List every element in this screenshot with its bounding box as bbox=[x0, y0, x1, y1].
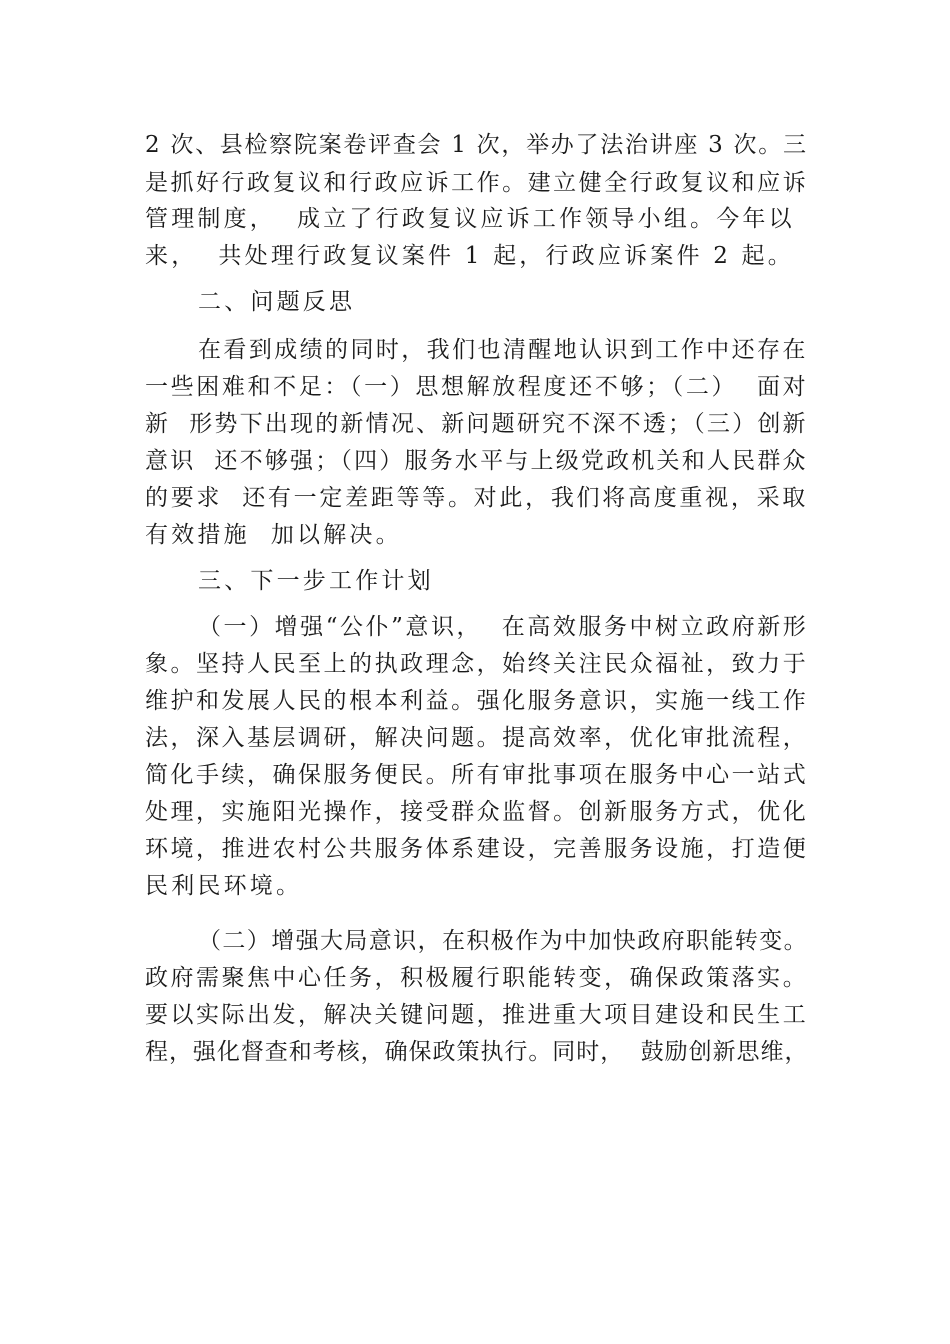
body-text-line: 法，深入基层调研，解决问题。提高效率，优化审批流程， bbox=[145, 725, 809, 751]
body-text-line: 象。坚持人民至上的执政理念，始终关注民众福祉，致力于 bbox=[145, 651, 809, 677]
body-text-line: 处理，实施阳光操作，接受群众监督。创新服务方式，优化 bbox=[145, 799, 809, 825]
body-text-line: 一些困难和不足：（一）思想解放程度还不够；（二） 面对 bbox=[145, 374, 809, 400]
body-text-line: 意识 还不够强；（四）服务水平与上级党政机关和人民群众 bbox=[145, 448, 808, 474]
body-text-line: 有效措施 加以解决。 bbox=[145, 522, 402, 548]
body-text-line: 的要求 还有一定差距等等。对此，我们将高度重视，采取 bbox=[145, 485, 809, 511]
body-text-line: （二）增强大局意识，在积极作为中加快政府职能转变。 bbox=[198, 928, 808, 954]
body-text-line: （一）增强“公仆”意识， 在高效服务中树立政府新形 bbox=[198, 614, 809, 640]
body-text-line: 在看到成绩的同时，我们也清醒地认识到工作中还存在 bbox=[198, 337, 808, 363]
body-text-line: 程，强化督查和考核，确保政策执行。同时， 鼓励创新思维， bbox=[145, 1039, 809, 1065]
body-text-line: 2 次、县检察院案卷评查会 1 次，举办了法治讲座 3 次。三 bbox=[145, 132, 808, 158]
body-text-line: 政府需聚焦中心任务，积极履行职能转变，确保政策落实。 bbox=[145, 965, 809, 991]
body-text-line: 民利民环境。 bbox=[145, 873, 303, 899]
body-text-line: 是抓好行政复议和行政应诉工作。建立健全行政复议和应诉 bbox=[145, 170, 809, 196]
body-text-line: 新 形势下出现的新情况、新问题研究不深不透；（三）创新 bbox=[145, 411, 808, 437]
body-text-line: 管理制度， 成立了行政复议应诉工作领导小组。今年以 bbox=[145, 206, 795, 232]
body-text-line: 环境，推进农村公共服务体系建设，完善服务设施，打造便 bbox=[145, 836, 809, 862]
section-heading: 三、下一步工作计划 bbox=[198, 568, 434, 594]
body-text-line: 要以实际出发，解决关键问题，推进重大项目建设和民生工 bbox=[145, 1002, 809, 1028]
body-text-line: 维护和发展人民的根本利益。强化服务意识，实施一线工作 bbox=[145, 688, 809, 714]
body-text-line: 简化手续，确保服务便民。所有审批事项在服务中心一站式 bbox=[145, 762, 809, 788]
body-text-line: 来， 共处理行政复议案件 1 起，行政应诉案件 2 起。 bbox=[145, 243, 794, 269]
section-heading: 二、问题反思 bbox=[198, 289, 356, 315]
